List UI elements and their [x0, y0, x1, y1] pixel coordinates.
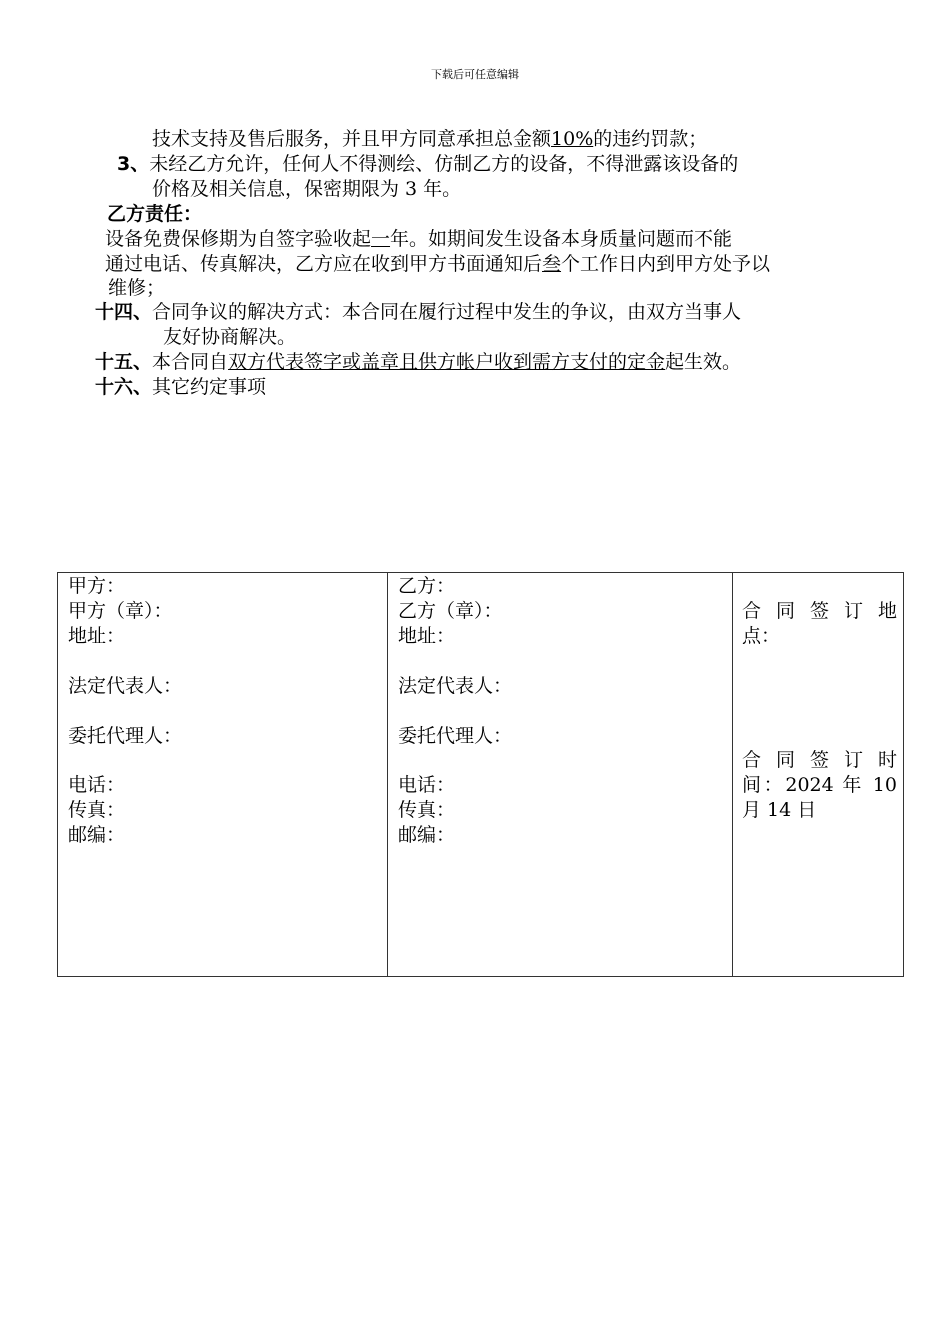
section-number: 十四、	[95, 301, 153, 323]
section-14	[95, 299, 741, 325]
contract-info-column	[733, 573, 903, 976]
warranty-line-1	[105, 226, 732, 252]
warranty-years: 一	[371, 228, 391, 250]
party-b-legal-rep: 法定代表人：	[398, 675, 513, 697]
signing-time-label: 合 同 签 订 时	[742, 749, 897, 771]
item-number: 3、	[117, 153, 150, 175]
party-a-legal-rep: 法定代表人：	[68, 675, 183, 697]
party-b-fax: 传真：	[398, 799, 456, 821]
party-a-fax: 传真：	[68, 799, 126, 821]
party-b-column	[388, 573, 733, 976]
section-number: 十五、	[95, 351, 153, 373]
party-a-address: 地址：	[68, 625, 126, 647]
warranty-line-2	[105, 251, 770, 277]
party-b-heading: 乙方责任：	[107, 203, 203, 225]
section-14-cont: 友好协商解决。	[163, 326, 297, 348]
clause-text: 通过电话、传真解决，乙方应在收到甲方书面通知后	[105, 253, 543, 275]
party-a-agent: 委托代理人：	[68, 725, 183, 747]
clause-text: 合同争议的解决方式：本合同在履行过程中发生的争议，由双方当事人	[152, 301, 742, 323]
clause-text: 未经乙方允许，任何人不得测绘、仿制乙方的设备，不得泄露该设备的	[149, 153, 739, 175]
party-b-postcode: 邮编：	[398, 824, 456, 846]
page-header-note: 下载后可任意编辑	[431, 68, 519, 81]
section-number: 十六、	[95, 376, 153, 398]
effective-condition: 双方代表签字或盖章且供方帐户收到需方支付的定金	[228, 351, 666, 373]
party-a-phone: 电话：	[68, 774, 126, 796]
party-a-label: 甲方：	[68, 575, 126, 597]
clause-text: 技术支持及售后服务，并且甲方同意承担总金额	[152, 128, 552, 150]
clause-text: 年。如期间发生设备本身质量问题而不能	[390, 228, 733, 250]
party-b-address: 地址：	[398, 625, 456, 647]
clause-line-support	[152, 126, 707, 152]
signing-place-label: 合 同 签 订 地	[742, 600, 897, 622]
signature-table	[57, 572, 904, 977]
section-16	[95, 374, 266, 400]
party-b-agent: 委托代理人：	[398, 725, 513, 747]
response-days: 叁	[542, 253, 562, 275]
party-a-column	[58, 573, 388, 976]
clause-text: 的违约罚款；	[593, 128, 708, 150]
party-b-label: 乙方：	[398, 575, 456, 597]
clause-text: 本合同自	[152, 351, 229, 373]
signing-place-label-cont: 点：	[742, 625, 781, 647]
clause-item-3	[117, 151, 738, 177]
party-a-seal: 甲方（章）：	[68, 600, 173, 622]
party-a-postcode: 邮编：	[68, 824, 126, 846]
clause-item-3-cont: 价格及相关信息，保密期限为 3 年。	[152, 178, 462, 200]
clause-text: 其它约定事项	[152, 376, 267, 398]
signing-time-value-cont: 月 14 日	[742, 799, 817, 821]
clause-text: 设备免费保修期为自签字验收起	[105, 228, 372, 250]
penalty-rate: 10%	[551, 128, 594, 150]
section-15	[95, 349, 741, 375]
party-b-seal: 乙方（章）：	[398, 600, 503, 622]
signing-time-value: 间：2024 年 10	[742, 774, 897, 796]
warranty-line-3: 维修；	[108, 277, 166, 299]
clause-text: 个工作日内到甲方处予以	[561, 253, 771, 275]
party-b-phone: 电话：	[398, 774, 456, 796]
clause-text: 起生效。	[665, 351, 742, 373]
